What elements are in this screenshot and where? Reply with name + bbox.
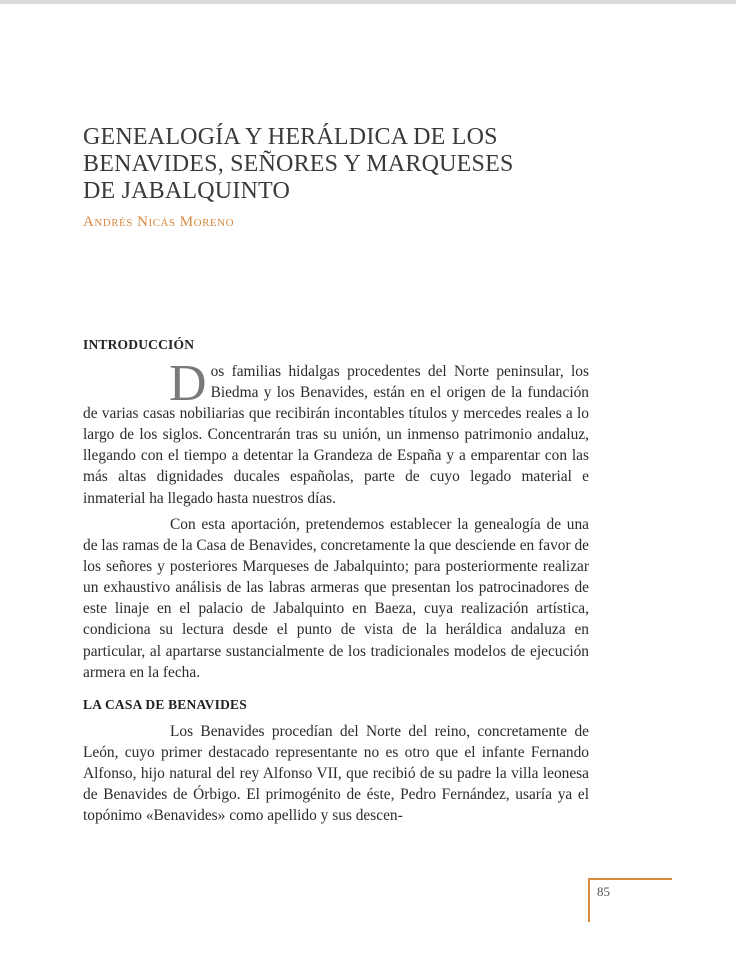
intro-paragraph-1-text: os familias hidalgas procedentes del Norte peninsular, los Biedma y los Benavides, están en el origen de la fundación de varias casas nobiliarias que recibirán incontables títulos y mercedes reales a lo largo de los siglos. Concentrarán tras su unión, un inmenso patrimonio andaluz, llegando con el tiempo a detentar la Grandeza de España y a emparentar con las más altas dignidades ducales españolas, parte de cuyo legado material e inmaterial ha llegado hasta nuestros días.	[83, 363, 589, 507]
folio-horizontal-rule	[588, 878, 672, 880]
section-heading-introduccion: INTRODUCCIÓN	[83, 337, 195, 352]
drop-cap: D	[169, 355, 207, 412]
intro-paragraph-1	[83, 355, 589, 509]
section-heading-casa-benavides: LA CASA DE BENAVIDES	[83, 697, 247, 712]
top-rule	[0, 0, 736, 4]
intro-paragraph-2: Con esta aportación, pretendemos establecer la genealogía de una de las ramas de la Casa de Benavides, concretamente la que desciende en favor de los señores y posteriores Marqueses de Jabalquinto; para posteriormente realizar un exhaustivo análisis de las labras armeras que presentan los patrocinadores de este linaje en el palacio de Jabalquinto en Baeza, cuya realización artística, condiciona su lectura desde el punto de vista de la heráldica andaluza en particular, al apartarse sustancialmente de los tradicionales modelos de ejecución armera en la fecha.	[83, 516, 589, 681]
article-title	[83, 124, 643, 205]
title-line-1: GENEALOGÍA Y HERÁLDICA DE LOS	[83, 124, 498, 150]
page-number: 85	[597, 884, 610, 899]
folio-vertical-rule	[588, 878, 590, 922]
author-name: Andrés Nicás Moreno	[83, 214, 235, 230]
title-line-2: BENAVIDES, SEÑORES Y MARQUESES	[83, 151, 514, 177]
title-line-3: DE JABALQUINTO	[83, 178, 291, 204]
casa-paragraph-1: Los Benavides procedían del Norte del reino, concretamente de León, cuyo primer destacado representante no es otro que el infante Fernando Alfonso, hijo natural del rey Alfonso VII, que recibió de su padre la villa leonesa de Benavides de Órbigo. El primogénito de éste, Pedro Fernández, usaría ya el topónimo «Benavides» como apellido y sus descen-	[83, 723, 589, 825]
